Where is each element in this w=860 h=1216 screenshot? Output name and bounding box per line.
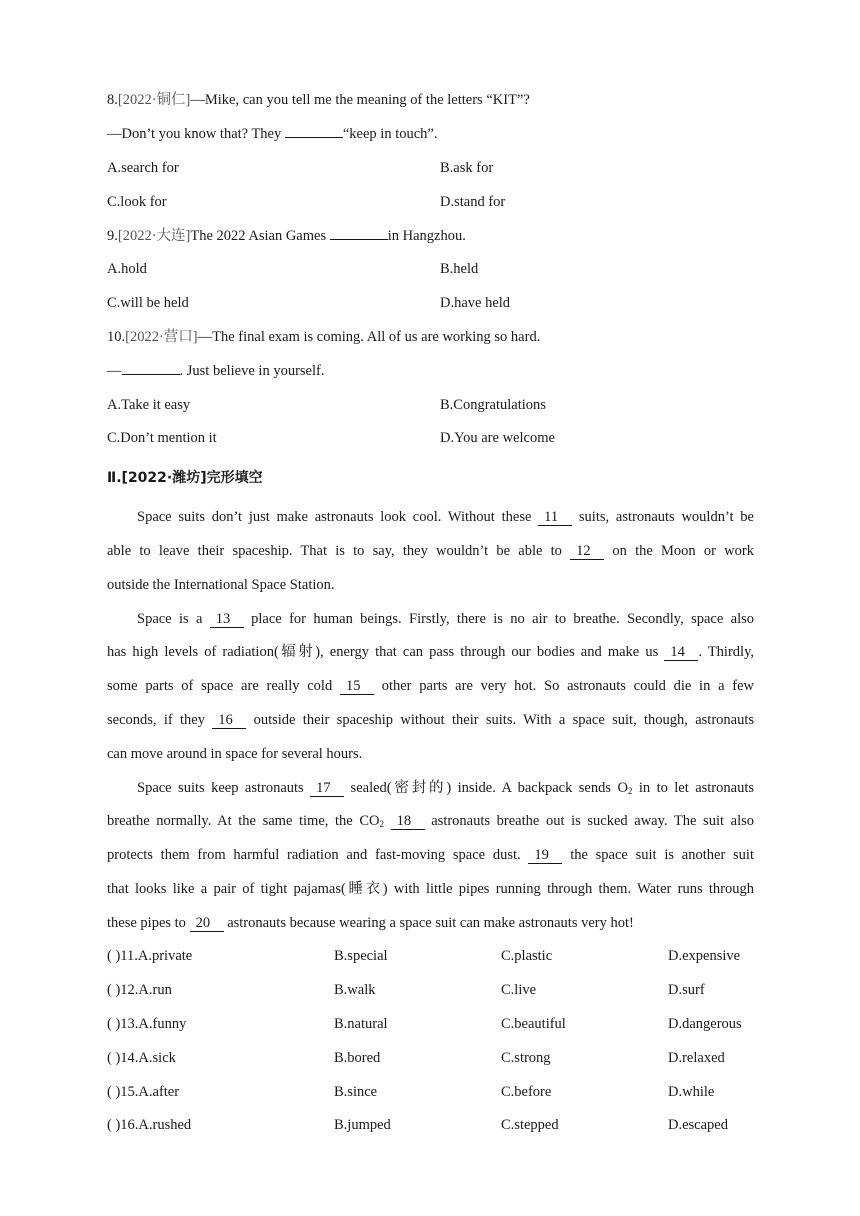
passage-line xyxy=(107,541,754,561)
question-text: — xyxy=(107,363,122,379)
option-a[interactable]: A.hold xyxy=(107,261,147,277)
passage-text: Space suits keep astronauts xyxy=(137,780,311,796)
question-text: —The final exam is coming. All of us are working so hard. xyxy=(197,329,541,345)
passage-line xyxy=(107,710,754,730)
passage-line xyxy=(107,642,754,662)
question-source: [2022·大连] xyxy=(117,228,191,244)
question-text: in Hangzhou. xyxy=(387,228,466,244)
option-a[interactable] xyxy=(107,1014,186,1034)
question-10-line2 xyxy=(107,361,324,381)
cloze-blank[interactable]: 16 xyxy=(212,712,246,729)
option-b[interactable]: B.jumped xyxy=(334,1117,391,1133)
passage-text xyxy=(384,813,391,829)
passage-line xyxy=(107,845,754,865)
option-b[interactable]: B.held xyxy=(440,261,479,277)
question-9-stem xyxy=(107,226,466,246)
passage-text: some parts of space are really cold xyxy=(107,678,340,694)
option-d[interactable]: D.You are welcome xyxy=(440,430,555,446)
passage-line xyxy=(107,575,754,595)
passage-line xyxy=(107,744,754,764)
question-text: —Don’t you know that? They xyxy=(107,126,285,142)
option-c[interactable]: C.look for xyxy=(107,194,167,210)
question-8-line2 xyxy=(107,124,438,144)
question-text: The 2022 Asian Games xyxy=(190,228,330,244)
cloze-blank[interactable]: 15 xyxy=(340,678,374,695)
cloze-blank[interactable]: 17 xyxy=(310,780,344,797)
option-c[interactable]: C.live xyxy=(501,982,537,998)
cloze-question xyxy=(107,1048,757,1068)
passage-text: seconds, if they xyxy=(107,712,213,728)
option-c[interactable]: C.will be held xyxy=(107,295,189,311)
option-c[interactable]: C.before xyxy=(501,1084,552,1100)
passage-text: can move around in space for several hours. xyxy=(107,746,363,762)
passage-text: protects them from harmful radiation and fast-moving space dust. xyxy=(107,847,529,863)
passage-line xyxy=(107,879,754,899)
passage-text: other parts are very hot. So astronauts could die in a few xyxy=(373,678,754,694)
passage-line xyxy=(107,811,754,834)
option-a[interactable] xyxy=(107,1048,176,1068)
cloze-blank[interactable]: 12 xyxy=(570,543,604,560)
passage-text: Space is a xyxy=(137,611,210,627)
option-b[interactable]: B.natural xyxy=(334,1016,388,1032)
option-c[interactable]: C.Don’t mention it xyxy=(107,430,217,446)
passage-line xyxy=(107,507,754,527)
subscript: 2 xyxy=(627,786,633,796)
question-number: ( )15. xyxy=(107,1084,139,1100)
cloze-question xyxy=(107,1115,757,1135)
question-text: “keep in touch”. xyxy=(342,126,438,142)
option-d[interactable]: D.surf xyxy=(668,982,705,998)
option-d[interactable]: D.have held xyxy=(440,295,511,311)
question-10-stem xyxy=(107,327,540,347)
passage-text: breathe normally. At the same time, the CO xyxy=(107,813,380,829)
option-c[interactable]: C.beautiful xyxy=(501,1016,566,1032)
question-number: ( )14. xyxy=(107,1050,139,1066)
passage-text: these pipes to xyxy=(107,915,190,931)
option-d[interactable]: D.dangerous xyxy=(668,1016,742,1032)
passage-text: outside the International Space Station. xyxy=(107,577,335,593)
option-a-text: A.run xyxy=(138,982,172,998)
option-b[interactable]: B.bored xyxy=(334,1050,381,1066)
option-d[interactable]: D.escaped xyxy=(668,1117,728,1133)
answer-blank[interactable] xyxy=(330,239,388,240)
option-c[interactable]: C.plastic xyxy=(501,948,553,964)
question-text: —Mike, can you tell me the meaning of the letters “KIT”? xyxy=(190,92,530,108)
question-number: ( )13. xyxy=(107,1016,139,1032)
option-d[interactable]: D.expensive xyxy=(668,948,741,964)
question-number: 9. xyxy=(107,228,118,244)
option-a[interactable] xyxy=(107,1082,179,1102)
passage-text: has high levels of radiation(辐射), energy that can pass through our bodies and make us xyxy=(107,644,665,660)
passage-text: . Thirdly, xyxy=(698,644,755,660)
option-a[interactable] xyxy=(107,946,192,966)
passage-text: able to leave their spaceship. That is to say, they wouldn’t be able to xyxy=(107,543,571,559)
option-a-text: A.private xyxy=(137,948,193,964)
option-c[interactable]: C.strong xyxy=(501,1050,551,1066)
section-title: Ⅱ.[2022·潍坊]完形填空 xyxy=(107,470,263,486)
option-d[interactable]: D.while xyxy=(668,1084,715,1100)
passage-text: outside their spaceship without their suits. With a space suit, though, astronauts xyxy=(246,712,755,728)
option-b[interactable]: B.Congratulations xyxy=(440,397,546,413)
cloze-question xyxy=(107,946,757,966)
option-a-text: A.after xyxy=(138,1084,180,1100)
option-a-text: A.rushed xyxy=(138,1117,192,1133)
option-b[interactable]: B.since xyxy=(334,1084,378,1100)
question-number: ( )12. xyxy=(107,982,139,998)
passage-text: that looks like a pair of tight pajamas(睡衣) with little pipes running through them. Water runs through xyxy=(107,881,754,897)
question-number: ( )16. xyxy=(107,1117,139,1133)
option-c[interactable]: C.stepped xyxy=(501,1117,559,1133)
option-b[interactable]: B.special xyxy=(334,948,388,964)
option-b[interactable]: B.ask for xyxy=(440,160,494,176)
cloze-question xyxy=(107,980,757,1000)
question-number: ( )11. xyxy=(107,948,138,964)
cloze-question xyxy=(107,1082,757,1102)
passage-text: Space suits don’t just make astronauts look cool. Without these xyxy=(137,509,539,525)
cloze-question xyxy=(107,1014,757,1034)
passage-line xyxy=(107,676,754,696)
option-b[interactable]: B.walk xyxy=(334,982,376,998)
question-source: [2022·铜仁] xyxy=(117,92,191,108)
answer-blank[interactable] xyxy=(122,374,180,375)
question-8-stem xyxy=(107,90,530,110)
passage-text: suits, astronauts wouldn’t be xyxy=(572,509,754,525)
cloze-blank[interactable]: 18 xyxy=(391,813,425,830)
passage-text: in to let astronauts xyxy=(632,780,754,796)
passage-line xyxy=(107,609,754,629)
passage-text: place for human beings. Firstly, there is no air to breathe. Secondly, space also xyxy=(243,611,754,627)
cloze-blank[interactable]: 11 xyxy=(538,509,572,526)
cloze-blank[interactable]: 13 xyxy=(210,611,244,628)
question-number: 10. xyxy=(107,329,126,345)
option-a[interactable]: A.search for xyxy=(107,160,179,176)
option-d[interactable]: D.stand for xyxy=(440,194,506,210)
passage-text: astronauts because wearing a space suit can make astronauts very hot! xyxy=(223,915,634,931)
option-d[interactable]: D.relaxed xyxy=(668,1050,725,1066)
subscript: 2 xyxy=(379,819,384,829)
cloze-blank[interactable]: 19 xyxy=(528,847,562,864)
passage-text: on the Moon or work xyxy=(604,543,754,559)
cloze-blank[interactable]: 14 xyxy=(664,644,698,661)
option-a-text: A.sick xyxy=(138,1050,176,1066)
passage-text: sealed(密封的) inside. A backpack sends O xyxy=(344,780,628,796)
question-source: [2022·营口] xyxy=(125,329,198,345)
cloze-blank[interactable]: 20 xyxy=(190,915,224,932)
passage-text: the space suit is another suit xyxy=(562,847,754,863)
option-a[interactable] xyxy=(107,1115,191,1135)
option-a[interactable] xyxy=(107,980,172,1000)
option-a[interactable]: A.Take it easy xyxy=(107,397,191,413)
passage-line xyxy=(107,913,754,933)
option-a-text: A.funny xyxy=(138,1016,187,1032)
passage-line xyxy=(107,778,754,801)
question-number: 8. xyxy=(107,92,118,108)
passage-text: astronauts breathe out is sucked away. The suit also xyxy=(424,813,754,829)
answer-blank[interactable] xyxy=(285,137,343,138)
question-text: . Just believe in yourself. xyxy=(179,363,325,379)
